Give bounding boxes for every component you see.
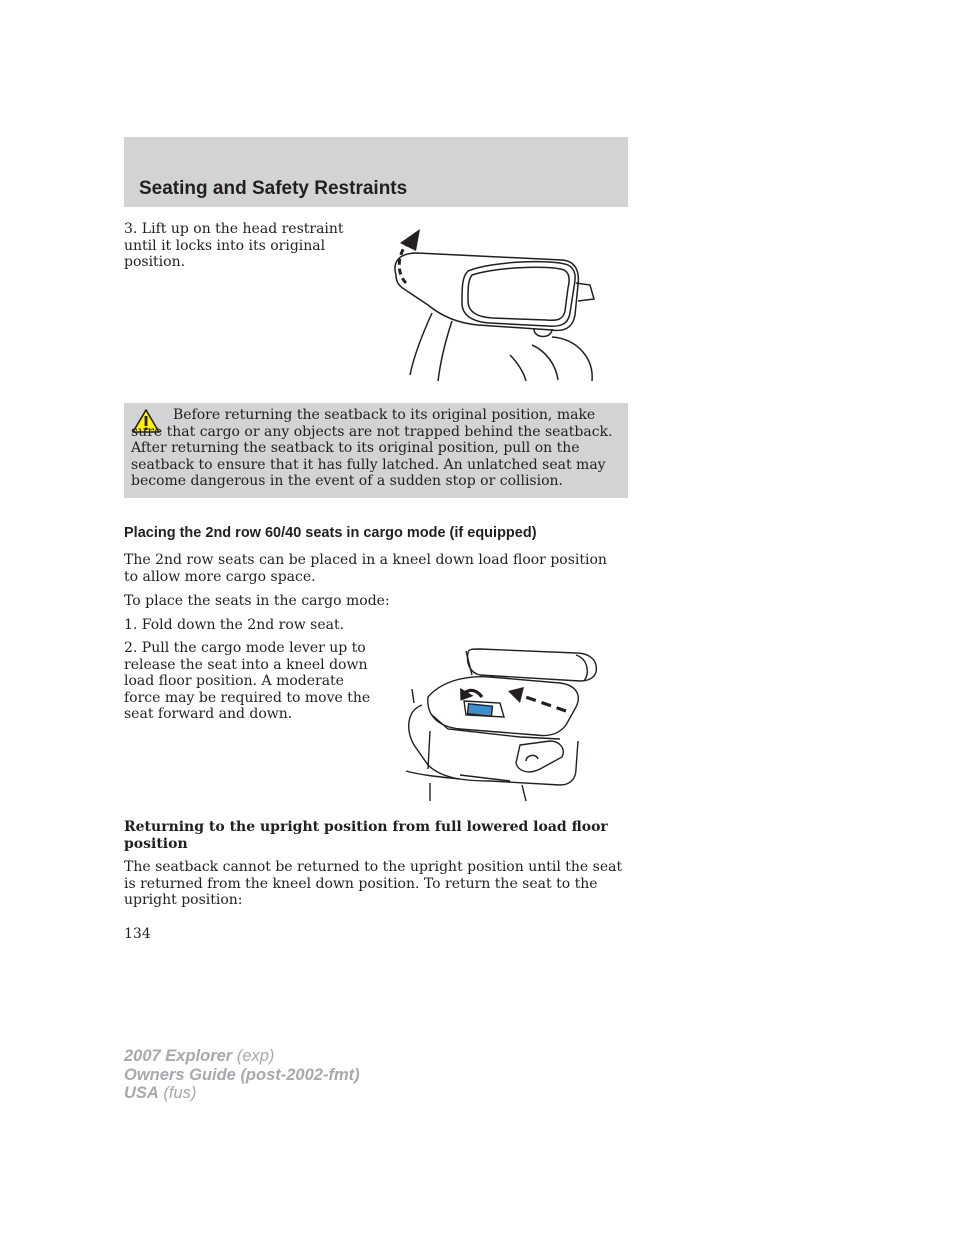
upright-position-text: The seatback cannot be returned to the upright position until the seat is returned from the kneel down position. To return the seat to the upright position:: [124, 859, 623, 908]
cargo-step-2: 2. Pull the cargo mode lever up to release the seat into a kneel down load floor position. A moderate force may be required to move the seat forward and down.: [124, 640, 371, 722]
cargo-lead-text: To place the seats in the cargo mode:: [124, 593, 390, 609]
cargo-step-1: 1. Fold down the 2nd row seat.: [124, 617, 345, 633]
footer-line-2: Owners Guide (post-2002-fmt): [124, 1065, 360, 1084]
warning-box: [124, 403, 628, 498]
warning-text: Before returning the seatback to its original position, make sure that cargo or any objects are not trapped behind the seatback. After returning the seatback to its original position, pull on the seatback to ensure that it has fully latched. An unlatched seat may become dangerous in the event of a sudden stop or collision.: [131, 407, 613, 489]
document-footer: [124, 1047, 360, 1103]
cargo-mode-heading: Placing the 2nd row 60/40 seats in cargo mode (if equipped): [124, 525, 537, 541]
cargo-intro-text: The 2nd row seats can be placed in a kneel down load floor position to allow more cargo space.: [124, 552, 607, 585]
section-title: Seating and Safety Restraints: [139, 178, 408, 199]
upright-position-heading: Returning to the upright position from full lowered load floor position: [124, 819, 608, 852]
footer-line-1: 2007 Explorer (exp): [124, 1047, 275, 1065]
head-restraint-illustration: [392, 225, 607, 385]
step-3-text: 3. Lift up on the head restraint until it locks into its original position.: [124, 221, 344, 270]
footer-line-3: USA (fus): [124, 1084, 197, 1102]
page-number: 134: [124, 926, 151, 942]
section-header-band: [124, 137, 628, 207]
cargo-mode-lever-illustration: [400, 645, 605, 803]
